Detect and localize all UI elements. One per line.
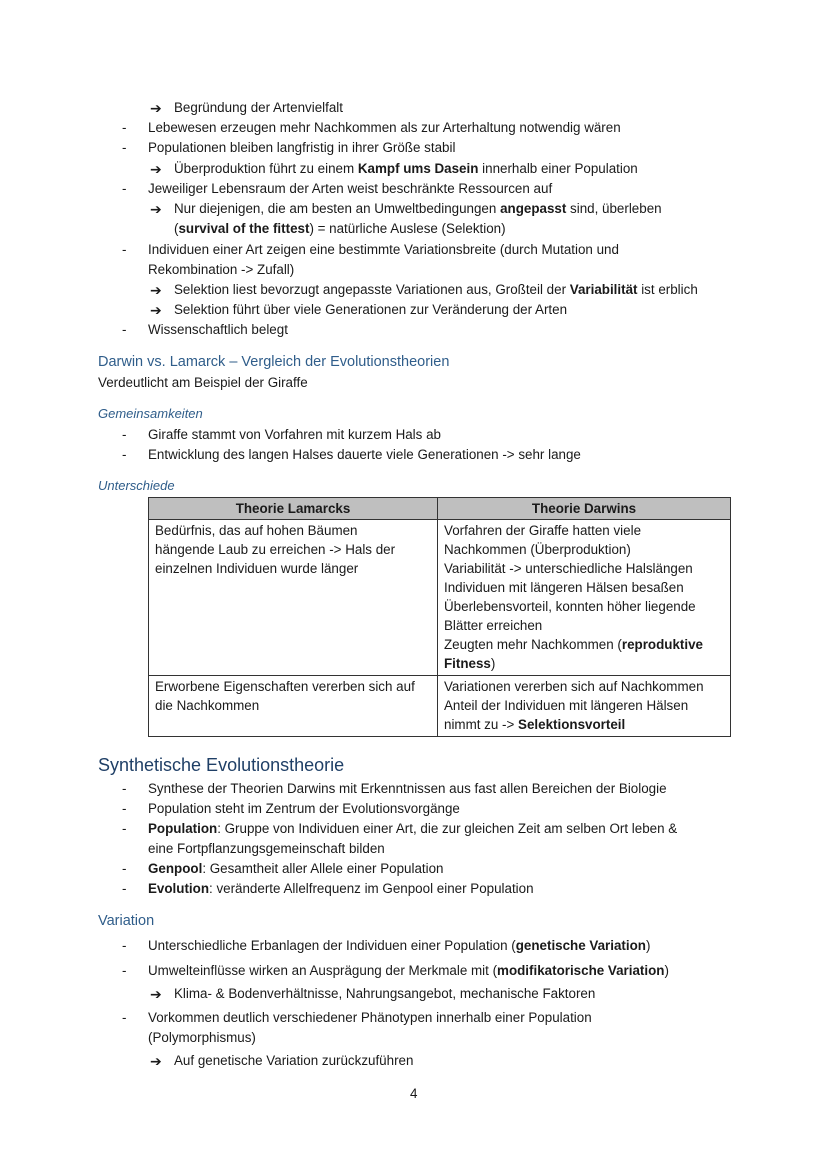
section-heading: Darwin vs. Lamarck – Vergleich der Evolutionstheorien (98, 354, 450, 370)
list-item: Evolution: veränderte Allelfrequenz im Genpool einer Population (148, 881, 534, 896)
section-heading: Synthetische Evolutionstheorie (98, 755, 345, 775)
list-item: Population steht im Zentrum der Evolutionsvorgänge (148, 801, 460, 816)
dash-bullet: - (122, 938, 127, 953)
list-item-continuation: Rekombination -> Zufall) (148, 262, 295, 277)
dash-bullet: - (122, 322, 127, 337)
cell-line: Variabilität -> unterschiedliche Halslängen (444, 561, 693, 576)
page-number: 4 (410, 1086, 418, 1101)
dash-bullet: - (122, 963, 127, 978)
arrow-icon: ➔ (150, 302, 162, 318)
table-row (149, 520, 731, 676)
dash-bullet: - (122, 140, 127, 155)
dash-bullet: - (122, 881, 127, 896)
cell-line: Individuen mit längeren Hälsen besaßen (444, 580, 684, 595)
subsection-heading: Gemeinsamkeiten (98, 406, 203, 421)
dash-bullet: - (122, 861, 127, 876)
list-item: Population: Gruppe von Individuen einer Art, die zur gleichen Zeit am selben Ort leben & (148, 821, 678, 836)
cell-line: Nachkommen (Überproduktion) (444, 542, 631, 557)
list-arrow-item: Selektion führt über viele Generationen zur Veränderung der Arten (174, 302, 568, 317)
dash-bullet: - (122, 427, 127, 442)
list-item: Individuen einer Art zeigen eine bestimmte Variationsbreite (durch Mutation und (148, 242, 619, 257)
list-arrow-item-continuation: (survival of the fittest) = natürliche Auslese (Selektion) (174, 221, 506, 236)
arrow-icon: ➔ (150, 986, 162, 1002)
cell-line: hängende Laub zu erreichen -> Hals der (155, 542, 396, 557)
dash-bullet: - (122, 801, 127, 816)
table-cell (438, 676, 731, 737)
cell-line: Blätter erreichen (444, 618, 543, 633)
list-arrow-item: Überproduktion führt zu einem Kampf ums Dasein innerhalb einer Population (174, 161, 638, 176)
dash-bullet: - (122, 181, 127, 196)
arrow-icon: ➔ (150, 161, 162, 177)
arrow-icon: ➔ (150, 1053, 162, 1069)
cell-line: nimmt zu -> Selektionsvorteil (444, 717, 626, 732)
dash-bullet: - (122, 242, 127, 257)
list-arrow-item: Auf genetische Variation zurückzuführen (174, 1053, 414, 1068)
list-item: Giraffe stammt von Vorfahren mit kurzem Hals ab (148, 427, 441, 442)
list-item: Genpool: Gesamtheit aller Allele einer Population (148, 861, 444, 876)
list-item: Vorkommen deutlich verschiedener Phänotypen innerhalb einer Population (148, 1010, 592, 1025)
cell-line: Vorfahren der Giraffe hatten viele (444, 523, 642, 538)
list-item-continuation: eine Fortpflanzungsgemeinschaft bilden (148, 841, 385, 856)
table-header-row (149, 498, 731, 520)
table-header-cell: Theorie Lamarcks (149, 498, 438, 520)
cell-line: Variationen vererben sich auf Nachkommen (444, 679, 704, 694)
dash-bullet: - (122, 120, 127, 135)
table-cell (149, 520, 438, 676)
list-item: Wissenschaftlich belegt (148, 322, 288, 337)
table-row (149, 676, 731, 737)
list-item: Entwicklung des langen Halses dauerte viele Generationen -> sehr lange (148, 447, 581, 462)
section-subtitle: Verdeutlicht am Beispiel der Giraffe (98, 375, 308, 390)
comparison-table (148, 497, 731, 737)
section-heading: Variation (98, 913, 155, 929)
list-arrow-item: Klima- & Bodenverhältnisse, Nahrungsangebot, mechanische Faktoren (174, 986, 596, 1001)
list-item: Unterschiedliche Erbanlagen der Individuen einer Population (genetische Variation) (148, 938, 651, 953)
list-arrow-item: Nur diejenigen, die am besten an Umweltbedingungen angepasst sind, überleben (174, 201, 662, 216)
subsection-heading: Unterschiede (98, 478, 175, 493)
table-cell (438, 520, 731, 676)
list-item: Lebewesen erzeugen mehr Nachkommen als zur Arterhaltung notwendig wären (148, 120, 621, 135)
table-header-cell: Theorie Darwins (438, 498, 731, 520)
list-item: Jeweiliger Lebensraum der Arten weist beschränkte Ressourcen auf (148, 181, 553, 196)
dash-bullet: - (122, 821, 127, 836)
list-item: Populationen bleiben langfristig in ihrer Größe stabil (148, 140, 456, 155)
cell-line: Erworbene Eigenschaften vererben sich auf (155, 679, 415, 694)
arrow-icon: ➔ (150, 100, 162, 116)
dash-bullet: - (122, 1010, 127, 1025)
list-arrow-item: Selektion liest bevorzugt angepasste Variationen aus, Großteil der Variabilität ist erblich (174, 282, 698, 297)
cell-line: Überlebensvorteil, konnten höher liegende (444, 599, 696, 614)
list-item: Umwelteinflüsse wirken an Ausprägung der Merkmale mit (modifikatorische Variation) (148, 963, 669, 978)
list-item-continuation: (Polymorphismus) (148, 1030, 256, 1045)
cell-line: Zeugten mehr Nachkommen (reproduktive (444, 637, 703, 652)
cell-line: Fitness) (444, 656, 496, 671)
cell-line: einzelnen Individuen wurde länger (155, 561, 359, 576)
dash-bullet: - (122, 781, 127, 796)
cell-line: Bedürfnis, das auf hohen Bäumen (155, 523, 358, 538)
cell-line: Anteil der Individuen mit längeren Hälsen (444, 698, 689, 713)
dash-bullet: - (122, 447, 127, 462)
arrow-icon: ➔ (150, 282, 162, 298)
table-cell (149, 676, 438, 737)
list-item: Synthese der Theorien Darwins mit Erkenntnissen aus fast allen Bereichen der Biologie (148, 781, 667, 796)
arrow-icon: ➔ (150, 201, 162, 217)
list-arrow-item: Begründung der Artenvielfalt (174, 100, 343, 115)
cell-line: die Nachkommen (155, 698, 260, 713)
